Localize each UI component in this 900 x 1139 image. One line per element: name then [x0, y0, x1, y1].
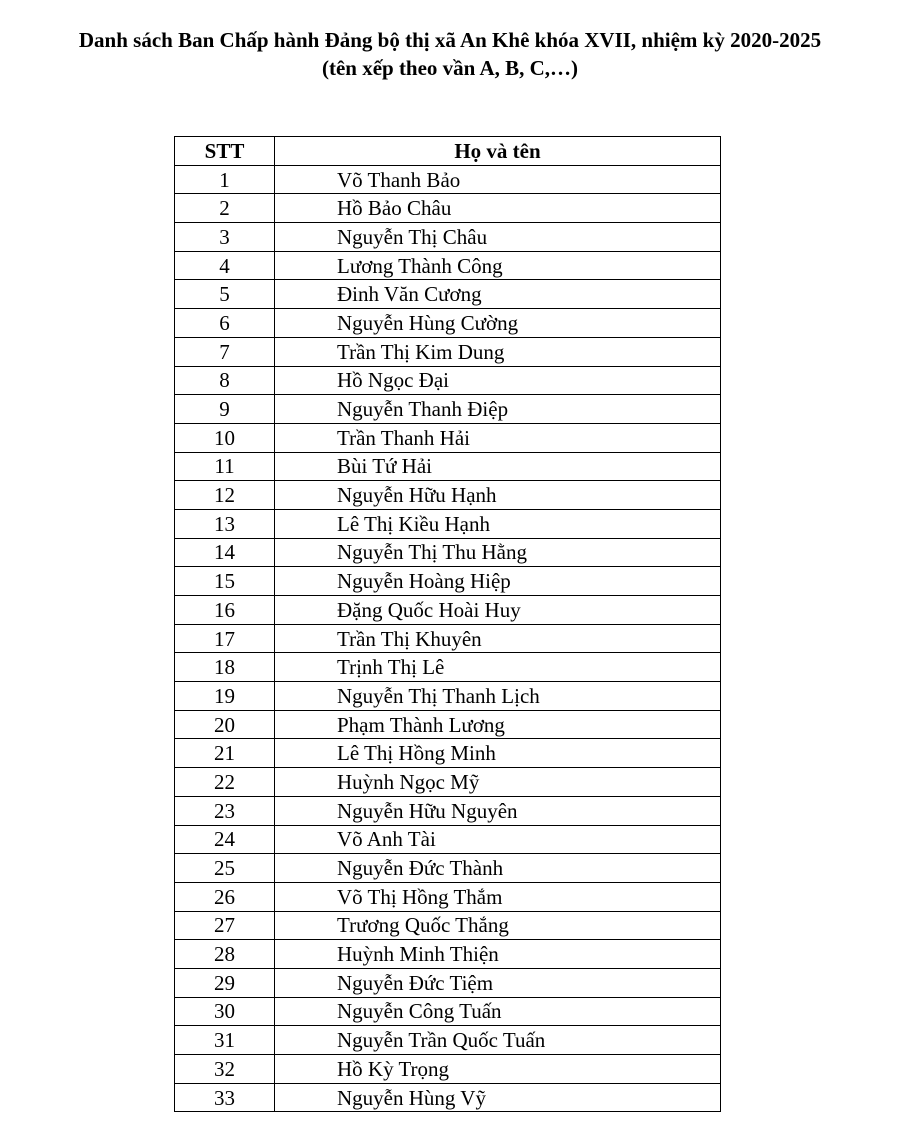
row-stt: 3 [175, 223, 275, 252]
table-row [175, 596, 721, 625]
table-row [175, 223, 721, 252]
row-name: Hồ Bảo Châu [275, 194, 721, 223]
header-name: Họ và tên [275, 137, 721, 166]
table-row [175, 567, 721, 596]
row-stt: 31 [175, 1026, 275, 1055]
table-body [175, 165, 721, 1112]
row-stt: 27 [175, 911, 275, 940]
row-stt: 1 [175, 165, 275, 194]
row-name: Nguyễn Hùng Cường [275, 309, 721, 338]
table-row [175, 1083, 721, 1112]
row-name: Nguyễn Thị Thanh Lịch [275, 682, 721, 711]
table-row [175, 968, 721, 997]
table-row [175, 337, 721, 366]
table-row [175, 395, 721, 424]
row-stt: 15 [175, 567, 275, 596]
table-row [175, 653, 721, 682]
table-row [175, 366, 721, 395]
table-row [175, 1026, 721, 1055]
table-row [175, 423, 721, 452]
row-stt: 10 [175, 423, 275, 452]
row-stt: 9 [175, 395, 275, 424]
row-name: Nguyễn Hoàng Hiệp [275, 567, 721, 596]
row-name: Trịnh Thị Lê [275, 653, 721, 682]
title-line-2: (tên xếp theo vần A, B, C,…) [321, 56, 579, 80]
row-stt: 11 [175, 452, 275, 481]
row-stt: 13 [175, 509, 275, 538]
row-name: Nguyễn Hữu Nguyên [275, 796, 721, 825]
row-name: Nguyễn Thị Thu Hằng [275, 538, 721, 567]
row-name: Lê Thị Kiều Hạnh [275, 509, 721, 538]
row-stt: 26 [175, 882, 275, 911]
row-name: Trần Thị Khuyên [275, 624, 721, 653]
table-row [175, 796, 721, 825]
members-table [174, 136, 721, 1112]
table-row [175, 911, 721, 940]
row-name: Nguyễn Đức Tiệm [275, 968, 721, 997]
row-name: Huỳnh Ngọc Mỹ [275, 768, 721, 797]
row-stt: 5 [175, 280, 275, 309]
row-name: Trần Thị Kim Dung [275, 337, 721, 366]
row-stt: 17 [175, 624, 275, 653]
table-row [175, 309, 721, 338]
row-stt: 23 [175, 796, 275, 825]
row-name: Đinh Văn Cương [275, 280, 721, 309]
table-header [175, 137, 721, 166]
row-name: Hồ Ngọc Đại [275, 366, 721, 395]
row-name: Võ Thanh Bảo [275, 165, 721, 194]
row-name: Đặng Quốc Hoài Huy [275, 596, 721, 625]
row-stt: 24 [175, 825, 275, 854]
table-row [175, 825, 721, 854]
row-name: Võ Anh Tài [275, 825, 721, 854]
row-stt: 28 [175, 940, 275, 969]
row-stt: 16 [175, 596, 275, 625]
row-name: Trương Quốc Thắng [275, 911, 721, 940]
row-name: Lương Thành Công [275, 251, 721, 280]
row-name: Lê Thị Hồng Minh [275, 739, 721, 768]
row-stt: 29 [175, 968, 275, 997]
row-name: Huỳnh Minh Thiện [275, 940, 721, 969]
row-stt: 25 [175, 854, 275, 883]
row-name: Nguyễn Thanh Điệp [275, 395, 721, 424]
table-row [175, 165, 721, 194]
row-name: Nguyễn Hùng Vỹ [275, 1083, 721, 1112]
row-stt: 33 [175, 1083, 275, 1112]
row-name: Bùi Tứ Hải [275, 452, 721, 481]
document-title [0, 26, 900, 82]
table-row [175, 481, 721, 510]
row-stt: 22 [175, 768, 275, 797]
row-name: Nguyễn Thị Châu [275, 223, 721, 252]
row-name: Nguyễn Công Tuấn [275, 997, 721, 1026]
row-stt: 14 [175, 538, 275, 567]
table-row [175, 682, 721, 711]
table-row [175, 509, 721, 538]
table-row [175, 538, 721, 567]
row-name: Phạm Thành Lương [275, 710, 721, 739]
table-row [175, 251, 721, 280]
row-name: Nguyễn Hữu Hạnh [275, 481, 721, 510]
table-row [175, 768, 721, 797]
row-stt: 8 [175, 366, 275, 395]
row-stt: 30 [175, 997, 275, 1026]
row-stt: 21 [175, 739, 275, 768]
table-row [175, 1055, 721, 1084]
row-name: Nguyễn Trần Quốc Tuấn [275, 1026, 721, 1055]
row-stt: 2 [175, 194, 275, 223]
row-stt: 4 [175, 251, 275, 280]
row-stt: 19 [175, 682, 275, 711]
table-row [175, 710, 721, 739]
row-stt: 12 [175, 481, 275, 510]
row-name: Hồ Kỳ Trọng [275, 1055, 721, 1084]
row-stt: 20 [175, 710, 275, 739]
table-row [175, 280, 721, 309]
row-stt: 6 [175, 309, 275, 338]
table-row [175, 452, 721, 481]
row-name: Trần Thanh Hải [275, 423, 721, 452]
table-row [175, 854, 721, 883]
row-stt: 32 [175, 1055, 275, 1084]
row-stt: 7 [175, 337, 275, 366]
table-row [175, 940, 721, 969]
header-row [175, 137, 721, 166]
row-name: Võ Thị Hồng Thắm [275, 882, 721, 911]
row-stt: 18 [175, 653, 275, 682]
table-row [175, 997, 721, 1026]
table-row [175, 624, 721, 653]
table-row [175, 194, 721, 223]
header-stt: STT [175, 137, 275, 166]
table-row [175, 882, 721, 911]
row-name: Nguyễn Đức Thành [275, 854, 721, 883]
table-row [175, 739, 721, 768]
title-line-1: Danh sách Ban Chấp hành Đảng bộ thị xã An Khê khóa XVII, nhiệm kỳ 2020-2025 [78, 28, 822, 52]
